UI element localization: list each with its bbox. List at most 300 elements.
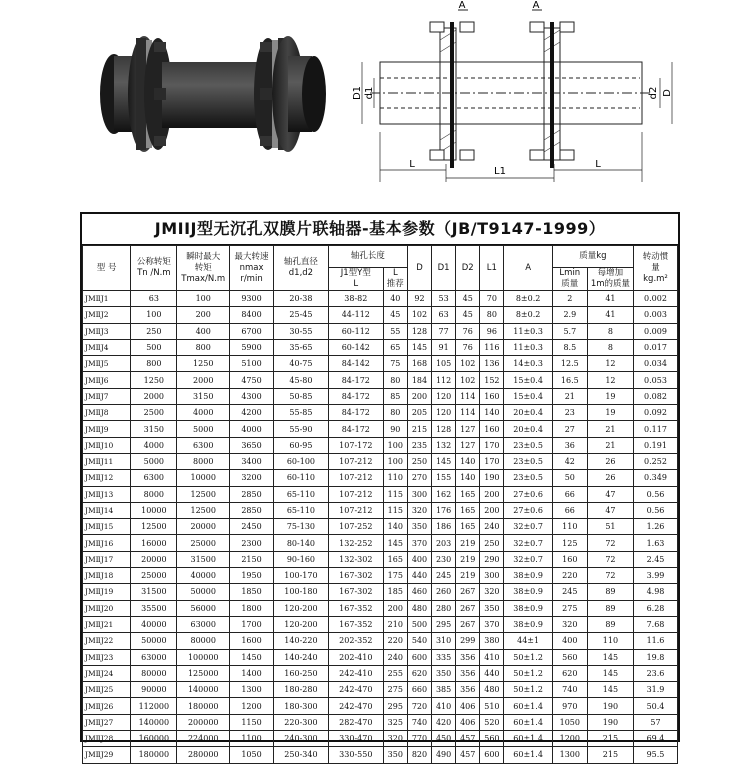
table-cell: 12500 bbox=[177, 486, 230, 502]
table-row bbox=[83, 731, 678, 747]
table-cell: 1250 bbox=[177, 356, 230, 372]
table-cell: 267 bbox=[456, 584, 480, 600]
table-cell: 31500 bbox=[177, 551, 230, 567]
table-cell: 80 bbox=[480, 307, 504, 323]
specs-table bbox=[82, 245, 678, 764]
table-cell: 84-172 bbox=[328, 388, 383, 404]
table-cell: 110 bbox=[383, 470, 407, 486]
table-cell: 21 bbox=[552, 388, 587, 404]
table-cell: 136 bbox=[480, 356, 504, 372]
table-title: JMIIJ型无沉孔双膜片联轴器-基本参数（JB/T9147-1999） bbox=[82, 214, 678, 245]
table-cell: 55-90 bbox=[273, 421, 328, 437]
table-cell: 215 bbox=[587, 747, 633, 763]
table-cell: 385 bbox=[432, 682, 456, 698]
table-cell: 40000 bbox=[177, 568, 230, 584]
table-cell: 0.252 bbox=[633, 453, 677, 469]
table-cell: 230 bbox=[432, 551, 456, 567]
model-cell: JMⅡJ20 bbox=[83, 600, 131, 616]
table-row bbox=[83, 535, 678, 551]
table-cell: 12 bbox=[587, 356, 633, 372]
table-cell: 66 bbox=[552, 486, 587, 502]
table-cell: 400 bbox=[177, 323, 230, 339]
table-cell: 220 bbox=[552, 568, 587, 584]
table-cell: 2850 bbox=[230, 502, 274, 518]
model-cell: JMⅡJ6 bbox=[83, 372, 131, 388]
model-cell: JMⅡJ25 bbox=[83, 682, 131, 698]
drawing-label-L-left: L bbox=[409, 159, 415, 170]
table-cell: 2.45 bbox=[633, 551, 677, 567]
table-cell: 350 bbox=[432, 665, 456, 681]
model-cell: JMⅡJ3 bbox=[83, 323, 131, 339]
table-cell: 23.6 bbox=[633, 665, 677, 681]
table-cell: 560 bbox=[552, 649, 587, 665]
table-cell: 5900 bbox=[230, 339, 274, 355]
table-cell: 107-212 bbox=[328, 470, 383, 486]
table-cell: 20±0.4 bbox=[504, 405, 552, 421]
table-cell: 0.003 bbox=[633, 307, 677, 323]
model-cell: JMⅡJ14 bbox=[83, 502, 131, 518]
model-cell: JMⅡJ1 bbox=[83, 291, 131, 307]
table-cell: 224000 bbox=[177, 731, 230, 747]
model-cell: JMⅡJ27 bbox=[83, 714, 131, 730]
header-mass: 质量kg bbox=[552, 246, 633, 268]
table-cell: 60-142 bbox=[328, 339, 383, 355]
table-cell: 0.117 bbox=[633, 421, 677, 437]
table-cell: 406 bbox=[456, 698, 480, 714]
table-cell: 295 bbox=[432, 616, 456, 632]
drawing-label-d2: d2 bbox=[648, 86, 659, 100]
table-cell: 320 bbox=[407, 502, 431, 518]
table-cell: 32±0.7 bbox=[504, 551, 552, 567]
table-cell: 100000 bbox=[177, 649, 230, 665]
table-cell: 14±0.3 bbox=[504, 356, 552, 372]
table-cell: 1250 bbox=[131, 372, 177, 388]
table-cell: 500 bbox=[131, 339, 177, 355]
table-cell: 400 bbox=[407, 551, 431, 567]
table-cell: 15±0.4 bbox=[504, 388, 552, 404]
table-body bbox=[83, 291, 678, 764]
table-row bbox=[83, 714, 678, 730]
table-cell: 114 bbox=[456, 388, 480, 404]
table-cell: 490 bbox=[432, 747, 456, 763]
table-cell: 5100 bbox=[230, 356, 274, 372]
table-cell: 19.8 bbox=[633, 649, 677, 665]
table-cell: 107-212 bbox=[328, 486, 383, 502]
table-row bbox=[83, 356, 678, 372]
table-cell: 105 bbox=[432, 356, 456, 372]
table-row bbox=[83, 682, 678, 698]
table-cell: 280000 bbox=[177, 747, 230, 763]
table-cell: 219 bbox=[456, 568, 480, 584]
table-cell: 75 bbox=[383, 356, 407, 372]
table-cell: 19 bbox=[587, 405, 633, 421]
table-cell: 0.053 bbox=[633, 372, 677, 388]
table-cell: 970 bbox=[552, 698, 587, 714]
table-cell: 84-172 bbox=[328, 405, 383, 421]
model-cell: JMⅡJ29 bbox=[83, 747, 131, 763]
table-cell: 0.002 bbox=[633, 291, 677, 307]
model-cell: JMⅡJ28 bbox=[83, 731, 131, 747]
table-row bbox=[83, 421, 678, 437]
table-cell: 8 bbox=[587, 323, 633, 339]
table-cell: 140000 bbox=[131, 714, 177, 730]
table-cell: 50-85 bbox=[273, 388, 328, 404]
table-cell: 242-410 bbox=[328, 665, 383, 681]
table-cell: 1200 bbox=[552, 731, 587, 747]
table-cell: 250 bbox=[131, 323, 177, 339]
header-nominal-torque: 公称转矩 Tn /N.m bbox=[131, 246, 177, 291]
table-cell: 50000 bbox=[177, 584, 230, 600]
table-cell: 3400 bbox=[230, 453, 274, 469]
table-cell: 0.56 bbox=[633, 486, 677, 502]
table-cell: 219 bbox=[456, 535, 480, 551]
table-cell: 330-550 bbox=[328, 747, 383, 763]
table-cell: 32±0.7 bbox=[504, 535, 552, 551]
table-cell: 245 bbox=[552, 584, 587, 600]
table-cell: 1300 bbox=[552, 747, 587, 763]
model-cell: JMⅡJ11 bbox=[83, 453, 131, 469]
model-cell: JMⅡJ2 bbox=[83, 307, 131, 323]
table-cell: 50±1.2 bbox=[504, 665, 552, 681]
table-cell: 8000 bbox=[177, 453, 230, 469]
table-cell: 160 bbox=[480, 388, 504, 404]
table-cell: 300 bbox=[480, 568, 504, 584]
table-cell: 2450 bbox=[230, 519, 274, 535]
table-cell: 40000 bbox=[131, 616, 177, 632]
table-cell: 290 bbox=[480, 551, 504, 567]
table-cell: 320 bbox=[383, 731, 407, 747]
table-cell: 44-112 bbox=[328, 307, 383, 323]
table-cell: 200 bbox=[383, 600, 407, 616]
table-cell: 300 bbox=[407, 486, 431, 502]
table-cell: 20±0.4 bbox=[504, 421, 552, 437]
table-cell: 165 bbox=[456, 486, 480, 502]
table-cell: 21 bbox=[587, 437, 633, 453]
table-cell: 180-300 bbox=[273, 698, 328, 714]
table-row bbox=[83, 698, 678, 714]
table-row bbox=[83, 568, 678, 584]
table-cell: 1200 bbox=[230, 698, 274, 714]
table-cell: 21 bbox=[587, 421, 633, 437]
table-cell: 107-212 bbox=[328, 502, 383, 518]
table-cell: 90-160 bbox=[273, 551, 328, 567]
table-cell: 102 bbox=[456, 356, 480, 372]
table-cell: 26 bbox=[587, 453, 633, 469]
table-cell: 145 bbox=[432, 453, 456, 469]
table-cell: 240 bbox=[383, 649, 407, 665]
table-cell: 11±0.3 bbox=[504, 323, 552, 339]
table-cell: 140-240 bbox=[273, 649, 328, 665]
table-cell: 167-302 bbox=[328, 568, 383, 584]
table-cell: 32±0.7 bbox=[504, 519, 552, 535]
header-L1: L1 bbox=[480, 246, 504, 291]
technical-drawing bbox=[350, 0, 680, 195]
table-cell: 280 bbox=[432, 600, 456, 616]
table-cell: 510 bbox=[480, 698, 504, 714]
table-cell: 60±1.4 bbox=[504, 731, 552, 747]
table-cell: 325 bbox=[383, 714, 407, 730]
table-cell: 0.56 bbox=[633, 502, 677, 518]
table-cell: 310 bbox=[432, 633, 456, 649]
table-cell: 180000 bbox=[177, 698, 230, 714]
table-cell: 320 bbox=[480, 584, 504, 600]
table-cell: 38±0.9 bbox=[504, 568, 552, 584]
table-cell: 170 bbox=[480, 437, 504, 453]
table-cell: 800 bbox=[131, 356, 177, 372]
model-cell: JMⅡJ4 bbox=[83, 339, 131, 355]
table-cell: 220 bbox=[383, 633, 407, 649]
table-row bbox=[83, 339, 678, 355]
table-cell: 63 bbox=[432, 307, 456, 323]
table-cell: 267 bbox=[456, 600, 480, 616]
table-cell: 356 bbox=[456, 682, 480, 698]
table-cell: 116 bbox=[480, 339, 504, 355]
table-cell: 80-140 bbox=[273, 535, 328, 551]
table-row bbox=[83, 486, 678, 502]
table-cell: 84-172 bbox=[328, 372, 383, 388]
table-cell: 520 bbox=[480, 714, 504, 730]
table-cell: 63000 bbox=[177, 616, 230, 632]
table-cell: 2500 bbox=[131, 405, 177, 421]
table-cell: 190 bbox=[587, 714, 633, 730]
table-cell: 100 bbox=[131, 307, 177, 323]
table-cell: 335 bbox=[432, 649, 456, 665]
table-cell: 140000 bbox=[177, 682, 230, 698]
table-cell: 480 bbox=[407, 600, 431, 616]
table-cell: 740 bbox=[407, 714, 431, 730]
table-cell: 8400 bbox=[230, 307, 274, 323]
table-cell: 480 bbox=[480, 682, 504, 698]
table-cell: 42 bbox=[552, 453, 587, 469]
header-inertia: 转动惯 量 kg.m² bbox=[633, 246, 677, 291]
table-cell: 1700 bbox=[230, 616, 274, 632]
table-cell: 112 bbox=[432, 372, 456, 388]
table-row bbox=[83, 747, 678, 763]
table-cell: 220-300 bbox=[273, 714, 328, 730]
table-cell: 4000 bbox=[131, 437, 177, 453]
table-cell: 1150 bbox=[230, 714, 274, 730]
table-row bbox=[83, 405, 678, 421]
table-cell: 25-45 bbox=[273, 307, 328, 323]
table-cell: 0.092 bbox=[633, 405, 677, 421]
table-cell: 167-352 bbox=[328, 616, 383, 632]
table-cell: 770 bbox=[407, 731, 431, 747]
drawing-label-a-right: A bbox=[532, 0, 540, 11]
table-row bbox=[83, 633, 678, 649]
table-cell: 9300 bbox=[230, 291, 274, 307]
table-cell: 0.082 bbox=[633, 388, 677, 404]
table-cell: 5000 bbox=[131, 453, 177, 469]
table-cell: 740 bbox=[552, 682, 587, 698]
table-cell: 250 bbox=[480, 535, 504, 551]
table-cell: 140 bbox=[383, 519, 407, 535]
table-cell: 16000 bbox=[131, 535, 177, 551]
table-cell: 31.9 bbox=[633, 682, 677, 698]
table-cell: 4200 bbox=[230, 405, 274, 421]
table-cell: 202-352 bbox=[328, 633, 383, 649]
table-cell: 63000 bbox=[131, 649, 177, 665]
table-cell: 70 bbox=[480, 291, 504, 307]
table-cell: 370 bbox=[407, 535, 431, 551]
table-cell: 89 bbox=[587, 584, 633, 600]
table-cell: 8±0.2 bbox=[504, 291, 552, 307]
table-cell: 235 bbox=[407, 437, 431, 453]
table-cell: 132-252 bbox=[328, 535, 383, 551]
table-cell: 120 bbox=[432, 388, 456, 404]
table-cell: 7.68 bbox=[633, 616, 677, 632]
table-cell: 185 bbox=[383, 584, 407, 600]
model-cell: JMⅡJ15 bbox=[83, 519, 131, 535]
table-cell: 1800 bbox=[230, 600, 274, 616]
table-cell: 12500 bbox=[131, 519, 177, 535]
table-cell: 89 bbox=[587, 616, 633, 632]
table-cell: 4000 bbox=[230, 421, 274, 437]
table-row bbox=[83, 502, 678, 518]
table-cell: 110 bbox=[587, 633, 633, 649]
table-row bbox=[83, 616, 678, 632]
table-cell: 102 bbox=[407, 307, 431, 323]
table-cell: 50000 bbox=[131, 633, 177, 649]
table-cell: 55-85 bbox=[273, 405, 328, 421]
model-cell: JMⅡJ21 bbox=[83, 616, 131, 632]
table-cell: 45 bbox=[383, 307, 407, 323]
table-cell: 41 bbox=[587, 291, 633, 307]
table-cell: 145 bbox=[407, 339, 431, 355]
table-cell: 450 bbox=[432, 731, 456, 747]
table-cell: 12.5 bbox=[552, 356, 587, 372]
table-cell: 3150 bbox=[177, 388, 230, 404]
table-cell: 11±0.3 bbox=[504, 339, 552, 355]
table-cell: 12 bbox=[587, 372, 633, 388]
table-cell: 132 bbox=[432, 437, 456, 453]
table-cell: 31500 bbox=[131, 584, 177, 600]
table-cell: 100 bbox=[383, 453, 407, 469]
table-cell: 8±0.2 bbox=[504, 307, 552, 323]
table-cell: 27 bbox=[552, 421, 587, 437]
table-cell: 92 bbox=[407, 291, 431, 307]
table-cell: 2000 bbox=[177, 372, 230, 388]
table-cell: 270 bbox=[407, 470, 431, 486]
table-cell: 38-82 bbox=[328, 291, 383, 307]
table-cell: 45 bbox=[456, 291, 480, 307]
table-cell: 35-65 bbox=[273, 339, 328, 355]
table-cell: 242-470 bbox=[328, 682, 383, 698]
table-cell: 3150 bbox=[131, 421, 177, 437]
table-cell: 44±1 bbox=[504, 633, 552, 649]
table-cell: 210 bbox=[383, 616, 407, 632]
table-cell: 180-280 bbox=[273, 682, 328, 698]
table-cell: 600 bbox=[407, 649, 431, 665]
drawing-label-D: D bbox=[662, 89, 673, 97]
drawing-label-D1: D1 bbox=[352, 85, 363, 101]
table-cell: 107-212 bbox=[328, 453, 383, 469]
table-cell: 140 bbox=[456, 470, 480, 486]
table-cell: 132-302 bbox=[328, 551, 383, 567]
table-cell: 440 bbox=[480, 665, 504, 681]
table-cell: 170 bbox=[480, 453, 504, 469]
table-cell: 55 bbox=[383, 323, 407, 339]
table-cell: 16.5 bbox=[552, 372, 587, 388]
table-cell: 720 bbox=[407, 698, 431, 714]
table-cell: 102 bbox=[456, 372, 480, 388]
drawing-label-a-left: A bbox=[458, 0, 466, 11]
table-cell: 1450 bbox=[230, 649, 274, 665]
table-cell: 140 bbox=[480, 405, 504, 421]
model-cell: JMⅡJ23 bbox=[83, 649, 131, 665]
table-row bbox=[83, 519, 678, 535]
table-cell: 4750 bbox=[230, 372, 274, 388]
table-cell: 35500 bbox=[131, 600, 177, 616]
table-cell: 80 bbox=[383, 372, 407, 388]
table-cell: 200 bbox=[480, 502, 504, 518]
table-cell: 56000 bbox=[177, 600, 230, 616]
table-cell: 72 bbox=[587, 535, 633, 551]
table-cell: 190 bbox=[480, 470, 504, 486]
table-cell: 69.4 bbox=[633, 731, 677, 747]
table-cell: 20000 bbox=[177, 519, 230, 535]
table-cell: 145 bbox=[587, 665, 633, 681]
table-cell: 0.191 bbox=[633, 437, 677, 453]
table-cell: 356 bbox=[456, 649, 480, 665]
table-cell: 3200 bbox=[230, 470, 274, 486]
model-cell: JMⅡJ10 bbox=[83, 437, 131, 453]
table-cell: 50±1.2 bbox=[504, 649, 552, 665]
table-cell: 100-170 bbox=[273, 568, 328, 584]
table-cell: 75-130 bbox=[273, 519, 328, 535]
table-cell: 240 bbox=[480, 519, 504, 535]
table-cell: 3650 bbox=[230, 437, 274, 453]
table-cell: 560 bbox=[480, 731, 504, 747]
table-cell: 23±0.5 bbox=[504, 453, 552, 469]
header-max-torque: 瞬时最大 转矩 Tmax/N.m bbox=[177, 246, 230, 291]
table-cell: 420 bbox=[432, 714, 456, 730]
table-cell: 80000 bbox=[131, 665, 177, 681]
table-cell: 167-302 bbox=[328, 584, 383, 600]
table-cell: 165 bbox=[456, 519, 480, 535]
table-cell: 620 bbox=[407, 665, 431, 681]
table-cell: 190 bbox=[587, 698, 633, 714]
table-cell: 356 bbox=[456, 665, 480, 681]
table-cell: 165 bbox=[456, 502, 480, 518]
table-cell: 250 bbox=[407, 453, 431, 469]
table-cell: 540 bbox=[407, 633, 431, 649]
header-D: D bbox=[407, 246, 431, 291]
table-cell: 1850 bbox=[230, 584, 274, 600]
table-row bbox=[83, 470, 678, 486]
table-cell: 0.349 bbox=[633, 470, 677, 486]
table-cell: 176 bbox=[432, 502, 456, 518]
table-cell: 2000 bbox=[131, 388, 177, 404]
table-cell: 660 bbox=[407, 682, 431, 698]
table-cell: 65-110 bbox=[273, 486, 328, 502]
table-cell: 1950 bbox=[230, 568, 274, 584]
table-cell: 45 bbox=[456, 307, 480, 323]
table-cell: 47 bbox=[587, 502, 633, 518]
table-cell: 160 bbox=[480, 421, 504, 437]
header-bore-length: 轴孔长度 bbox=[328, 246, 407, 268]
table-cell: 202-410 bbox=[328, 649, 383, 665]
table-cell: 410 bbox=[480, 649, 504, 665]
table-cell: 1.63 bbox=[633, 535, 677, 551]
table-cell: 203 bbox=[432, 535, 456, 551]
table-cell: 1600 bbox=[230, 633, 274, 649]
table-cell: 1050 bbox=[230, 747, 274, 763]
table-cell: 60-112 bbox=[328, 323, 383, 339]
table-cell: 84-142 bbox=[328, 356, 383, 372]
table-cell: 5.7 bbox=[552, 323, 587, 339]
table-cell: 84-172 bbox=[328, 421, 383, 437]
table-cell: 500 bbox=[407, 616, 431, 632]
